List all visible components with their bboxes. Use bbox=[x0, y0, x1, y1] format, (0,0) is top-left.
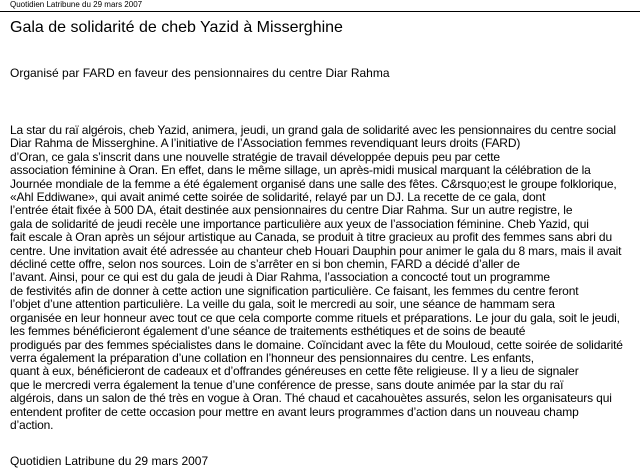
body-line: organisée en leur honneur avec tout ce que cela comporte comme rituels et préparations. Le jour du gala, soit le jeudi, bbox=[10, 310, 620, 325]
body-line: quant à eux, bénéficieront de cadeaux et d’offrandes généreuses en cette fête religieuse. Il y a lieu de signaler bbox=[10, 364, 579, 379]
body-line: La star du raï algérois, cheb Yazid, animera, jeudi, un grand gala de solidarité avec les pensionnaires du centre social bbox=[10, 123, 616, 137]
body-line: d’Oran, ce gala s’inscrit dans une nouvelle stratégie de travail développée depuis peu par cette bbox=[10, 149, 500, 164]
body-line: prodigués par des femmes spécialistes dans le domaine. Coïncidant avec la fête du Mouloud, cette soirée de solidarité bbox=[10, 337, 623, 352]
top-source-bar bbox=[0, 0, 640, 12]
footer-source: Quotidien Latribune du 29 mars 2007 bbox=[10, 454, 209, 468]
article-body bbox=[10, 124, 640, 432]
article-subtitle: Organisé par FARD en faveur des pensionnaires du centre Diar Rahma bbox=[10, 66, 390, 80]
body-line: que le mercredi verra également la tenue d’une conférence de presse, sans doute animée par la star du raï bbox=[10, 377, 564, 392]
body-line: Diar Rahma de Misserghine. A l’initiative de l’Association femmes revendiquant leurs droits (FARD) bbox=[10, 136, 521, 151]
body-line: les femmes bénéficieront également d’une séance de traitements esthétiques et de soins de beauté bbox=[10, 324, 526, 339]
article-title: Gala de solidarité de cheb Yazid à Misserghine bbox=[10, 19, 343, 36]
body-line: l’avant. Ainsi, pour ce qui est du gala de jeudi à Diar Rahma, l’association a concocté tout un programme bbox=[10, 270, 550, 285]
body-line: d’action. bbox=[10, 417, 54, 432]
body-line: centre. Une invitation avait été adressée au chanteur cheb Houari Dauphin pour animer le gala du 8 mars, mais il avait bbox=[10, 243, 622, 258]
body-line: association féminine à Oran. En effet, dans le même sillage, un après-midi musical marquant la célébration de la bbox=[10, 163, 591, 178]
body-line: Journée mondiale de la femme a été également organisé dans une salle des fêtes. C&rsquo;est le groupe folklorique, bbox=[10, 176, 617, 191]
body-line: algérois, dans un salon de thé très en vogue à Oran. Thé chaud et cacahouètes assurés, selon les organisateurs qui bbox=[10, 391, 612, 406]
top-source-label: Quotidien Latribune du 29 mars 2007 bbox=[10, 0, 143, 9]
body-line: décliné cette offre, selon nos sources. Loin de s’arrêter en si bon chemin, FARD a décidé d’aller de bbox=[10, 257, 520, 272]
body-line: l’objet d’une attention particulière. La veille du gala, soit le mercredi au soir, une séance de hammam sera bbox=[10, 297, 555, 312]
body-line: entendent profiter de cette occasion pour mettre en avant leurs programmes d’action dans un nouveau champ bbox=[10, 404, 579, 419]
body-line: l’entrée était fixée à 500 DA, était destinée aux pensionnaires du centre Diar Rahma. Sur un autre registre, le bbox=[10, 203, 573, 218]
body-line: gala de solidarité de jeudi recèle une importance particulière aux yeux de l’association féminine. Cheb Yazid, qui bbox=[10, 216, 589, 231]
body-line: fait escale à Oran après un séjour artistique au Canada, se produit à titre gracieux au profit des femmes sans abri du bbox=[10, 230, 612, 245]
body-line: de festivités afin de donner à cette action une signification particulière. Ce faisant, les femmes du centre feront bbox=[10, 283, 579, 298]
body-line: verra également la préparation d’une collation en l’honneur des pensionnaires du centre. Les enfants, bbox=[10, 350, 534, 365]
body-line: «Ahl Eddiwane», qui avait animé cette soirée de solidarité, relayé par un DJ. La recette de ce gala, dont bbox=[10, 190, 546, 205]
